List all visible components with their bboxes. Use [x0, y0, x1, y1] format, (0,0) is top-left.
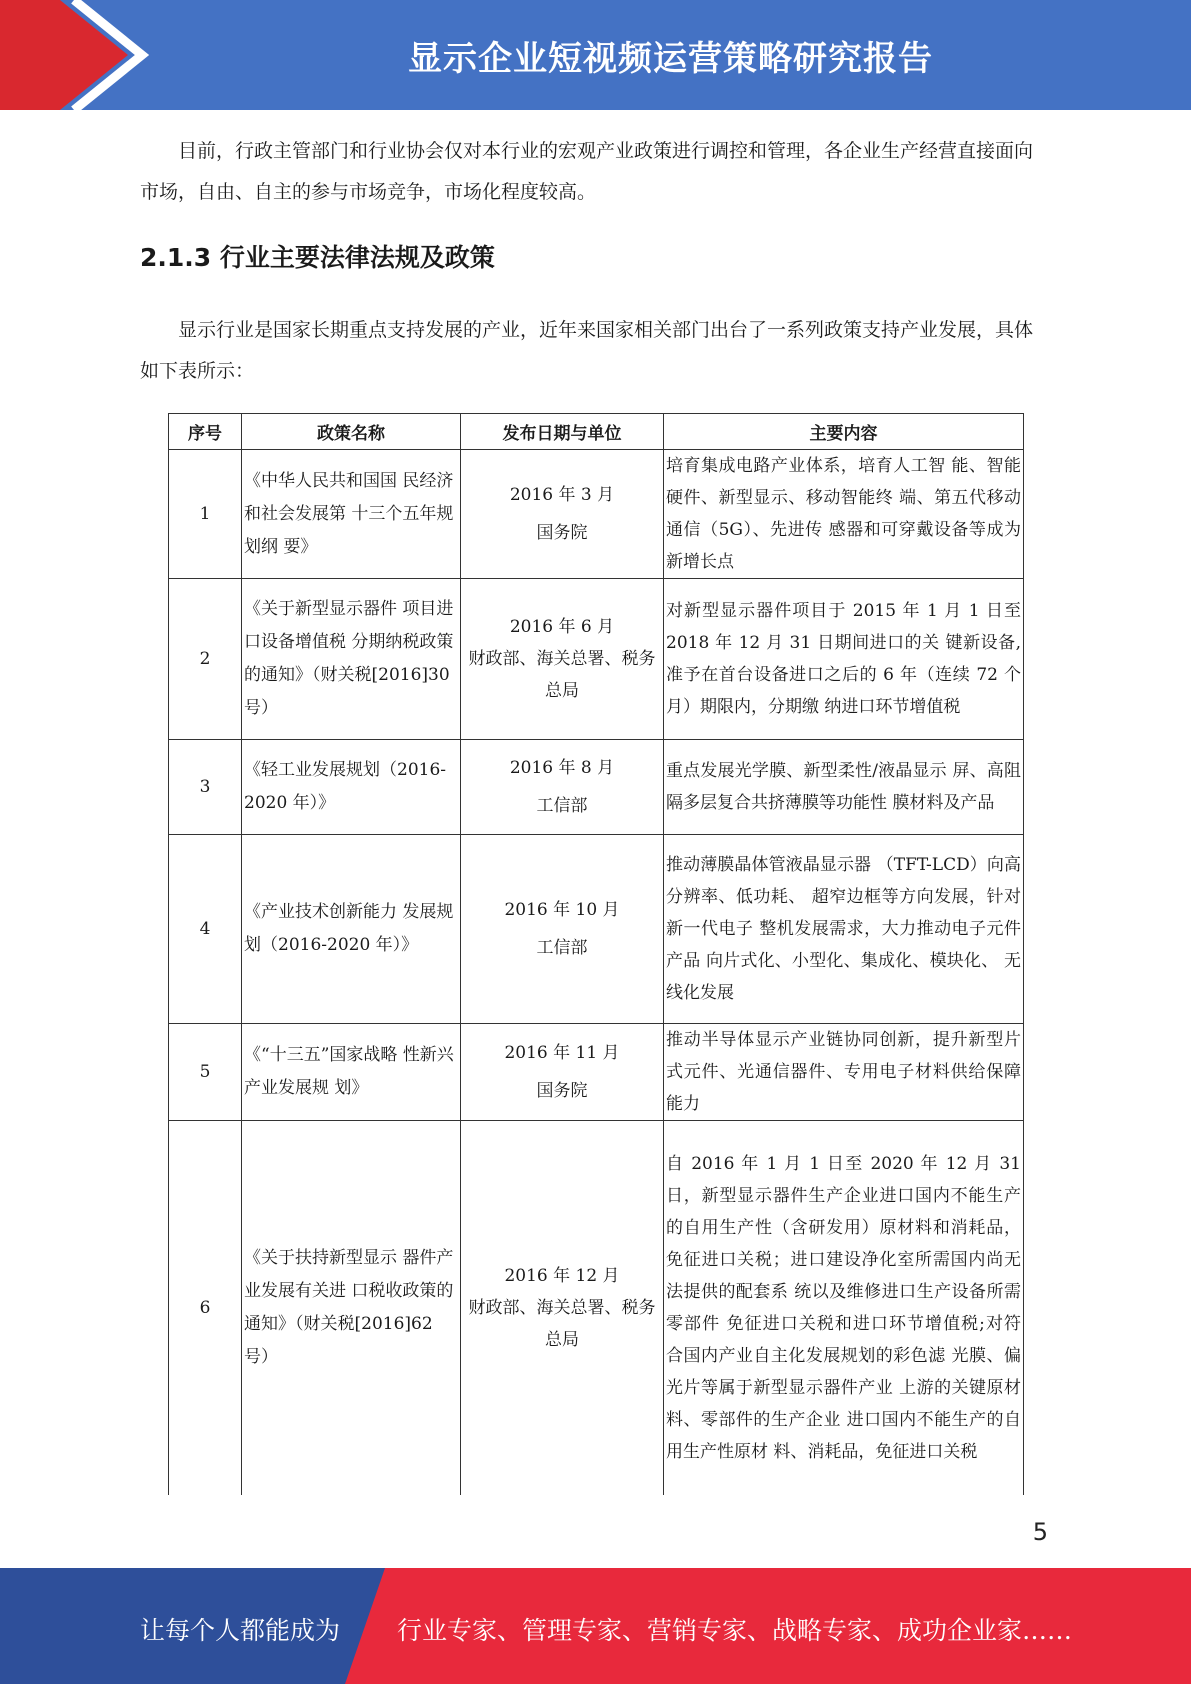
policy-name: 《中华人民共和国国 民经济和社会发展第 十三个五年规划纲 要》 [242, 450, 461, 579]
policy-content: 对新型显示器件项目于 2015 年 1 月 1 日至 2018 年 12 月 31 日期间进口的关 键新设备,准予在首台设备进口之后的 6 年（连续 72 个月）期限内，分期缴 纳进口环节增值税 [664, 579, 1024, 740]
policy-name: 《关于扶持新型显示 器件产业发展有关进 口税收政策的通知》（财关税[2016]62 号） [242, 1121, 461, 1496]
table-row [169, 450, 1024, 579]
table-row [169, 579, 1024, 740]
policy-name: 《“十三五”国家战略 性新兴产业发展规 划》 [242, 1024, 461, 1121]
policy-intro-paragraph: 显示行业是国家长期重点支持发展的产业，近年来国家相关部门出台了一系列政策支持产业发展，具体如下表所示： [140, 319, 1034, 382]
date-unit-cell [461, 450, 664, 579]
row-number: 4 [169, 835, 242, 1024]
date-unit-cell [461, 1121, 664, 1496]
row-number: 6 [169, 1121, 242, 1496]
date-unit-cell [461, 579, 664, 740]
issuing-unit: 工信部 [536, 938, 588, 958]
red-arrow-shape [0, 0, 128, 110]
row-number: 1 [169, 450, 242, 579]
date-unit-cell [461, 740, 664, 835]
page-number: 5 [1032, 1518, 1048, 1546]
policy-content: 重点发展光学膜、新型柔性/液晶显示 屏、高阻隔多层复合共挤薄膜等功能性 膜材料及产品 [664, 740, 1024, 835]
date-unit-cell [461, 835, 664, 1024]
header-cell-content: 主要内容 [664, 414, 1024, 450]
policy-content: 自 2016 年 1 月 1 日至 2020 年 12 月 31 日，新型显示器件生产企业进口国内不能生产的自用生产性（含研发用）原材料和消耗品，免征进口关税；进口建设净化室所需国内尚无法提供的配套系 统以及维修进口生产设备所需零部件 免征进口关税和进口环节增值税;对符 合国内产业自主化发展规划的彩色滤 光膜、偏光片等属于新型显示器件产业 上游的关键原材料、零部件的生产企业 进口国内不能生产的自用生产性原材 料、消耗品，免征进口关税 [664, 1121, 1024, 1496]
policy-content: 推动半导体显示产业链协同创新，提升新型片式元件、光通信器件、专用电子材料供给保障能力 [664, 1024, 1024, 1121]
row-number: 2 [169, 579, 242, 740]
release-date: 2016 年 12 月 [504, 1266, 620, 1286]
intro-paragraph: 目前，行政主管部门和行业协会仅对本行业的宏观产业政策进行调控和管理，各企业生产经营直接面向市场，自由、自主的参与市场竞争，市场化程度较高。 [140, 140, 1034, 203]
issuing-unit: 国务院 [536, 523, 588, 543]
issuing-unit: 财政部、海关总署、税务总局 [468, 649, 656, 701]
header-cell-number: 序号 [169, 414, 242, 450]
issuing-unit: 财政部、海关总署、税务总局 [468, 1298, 656, 1350]
header-title: 显示企业短视频运营策略研究报告 [408, 38, 933, 79]
table-row [169, 1024, 1024, 1121]
header-cell-policy-name: 政策名称 [242, 414, 461, 450]
policy-name: 《产业技术创新能力 发展规划（2016-2020 年）》 [242, 835, 461, 1024]
table-row [169, 1121, 1024, 1496]
header-cell-date-unit: 发布日期与单位 [461, 414, 664, 450]
policy-content: 推动薄膜晶体管液晶显示器 （TFT-LCD）向高分辨率、低功耗、 超窄边框等方向发展，针对新一代电子 整机发展需求，大力推动电子元件产品 向片式化、小型化、集成化、模块化、 无线化发展 [664, 835, 1024, 1024]
footer-slogan-right: 行业专家、管理专家、营销专家、战略专家、成功企业家…… [397, 1616, 1073, 1645]
issuing-unit: 国务院 [536, 1081, 588, 1101]
policy-content: 培育集成电路产业体系，培育人工智 能、智能硬件、新型显示、移动智能终 端、第五代移动通信（5G）、先进传 感器和可穿戴设备等成为新增长点 [664, 450, 1024, 579]
policy-name: 《轻工业发展规划（2016-2020 年）》 [242, 740, 461, 835]
row-number: 3 [169, 740, 242, 835]
release-date: 2016 年 10 月 [504, 900, 620, 920]
policy-name: 《关于新型显示器件 项目进口设备增值税 分期纳税政策的通知》（财关税[2016]30 号） [242, 579, 461, 740]
row-number: 5 [169, 1024, 242, 1121]
release-date: 2016 年 8 月 [509, 758, 615, 778]
footer-slogan-left: 让每个人都能成为 [140, 1616, 341, 1645]
table-row [169, 740, 1024, 835]
issuing-unit: 工信部 [536, 796, 588, 816]
release-date: 2016 年 6 月 [509, 617, 615, 637]
header-arrow-decoration [0, 0, 150, 110]
date-unit-cell [461, 1024, 664, 1121]
table-header-row [169, 414, 1024, 450]
policy-table [168, 413, 1024, 1495]
release-date: 2016 年 3 月 [509, 485, 615, 505]
release-date: 2016 年 11 月 [504, 1043, 620, 1063]
table-row [169, 835, 1024, 1024]
section-heading: 2.1.3 行业主要法律法规及政策 [140, 243, 495, 272]
